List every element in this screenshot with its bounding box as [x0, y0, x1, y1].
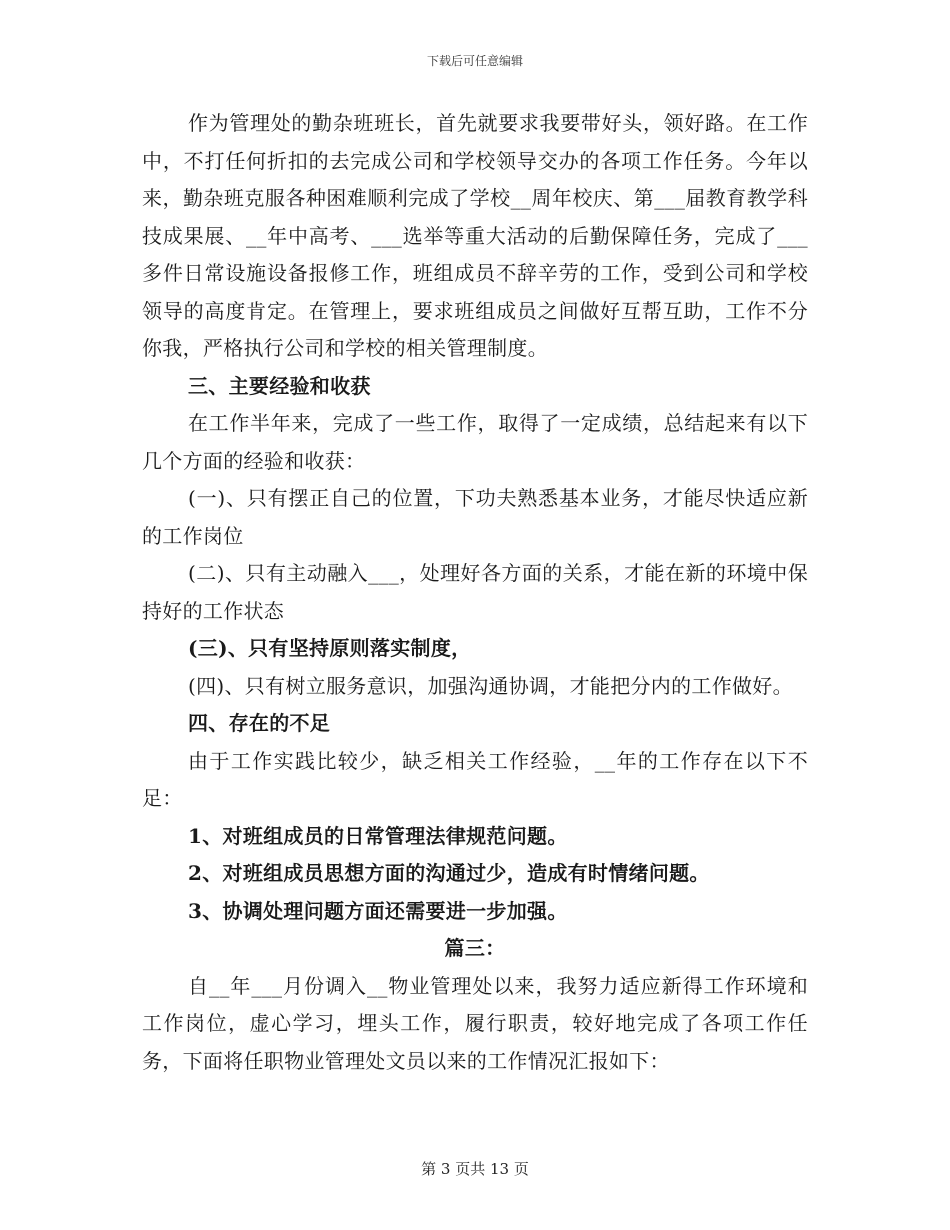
list-item-three: (三)、只有坚持原则落实制度，	[188, 636, 472, 660]
shortcoming-item-1: 1、对班组成员的日常管理法律规范问题。	[188, 823, 568, 848]
shortcoming-item-2: 2、对班组成员思想方面的沟通过少，造成有时情绪问题。	[188, 861, 710, 885]
page-footer: 第 3 页共 13 页	[421, 1160, 529, 1178]
paragraph-part-three-intro: 自__年___月份调入__物业管理处以来，我努力适应新得工作环境和工作岗位，虚心学习，埋头工作，履行职责，较好地完成了各项工作任务，下面将任职物业管理处文员以来的工作情况汇报如下：	[142, 973, 808, 1073]
paragraph-shortcomings-intro: 由于工作实践比较少，缺乏相关工作经验，__年的工作存在以下不足：	[142, 748, 808, 810]
list-item-two: (二)、只有主动融入___，处理好各方面的关系，才能在新的环境中保持好的工作状态	[142, 561, 808, 623]
chapter-title-part-three: 篇三：	[444, 936, 506, 960]
page-header: 下载后可任意编辑	[426, 54, 523, 68]
document-body	[142, 105, 808, 1080]
shortcoming-item-3: 3、协调处理问题方面还需要进一步加强。	[188, 898, 568, 923]
list-item-one: (一)、只有摆正自己的位置，下功夫熟悉基本业务，才能尽快适应新的工作岗位	[142, 486, 808, 548]
section-heading-shortcomings: 四、存在的不足	[188, 711, 331, 735]
section-heading-experience: 三、主要经验和收获	[188, 373, 371, 398]
paragraph-duties: 作为管理处的勤杂班班长，首先就要求我要带好头，领好路。在工作中，不打任何折扣的去完成公司和学校领导交办的各项工作任务。今年以来，勤杂班克服各种困难顺利完成了学校__周年校庆、第___届教育教学科技成果展、__年中高考、___选举等重大活动的后勤保障任务，完成了___多件日常设施设备报修工作，班组成员不辞辛劳的工作，受到公司和学校领导的高度肯定。在管理上，要求班组成员之间做好互帮互助，工作不分你我，严格执行公司和学校的相关管理制度。	[142, 111, 808, 360]
paragraph-experience-intro: 在工作半年来，完成了一些工作，取得了一定成绩，总结起来有以下几个方面的经验和收获：	[142, 411, 808, 473]
list-item-four: (四)、只有树立服务意识，加强沟通协调，才能把分内的工作做好。	[188, 673, 793, 698]
